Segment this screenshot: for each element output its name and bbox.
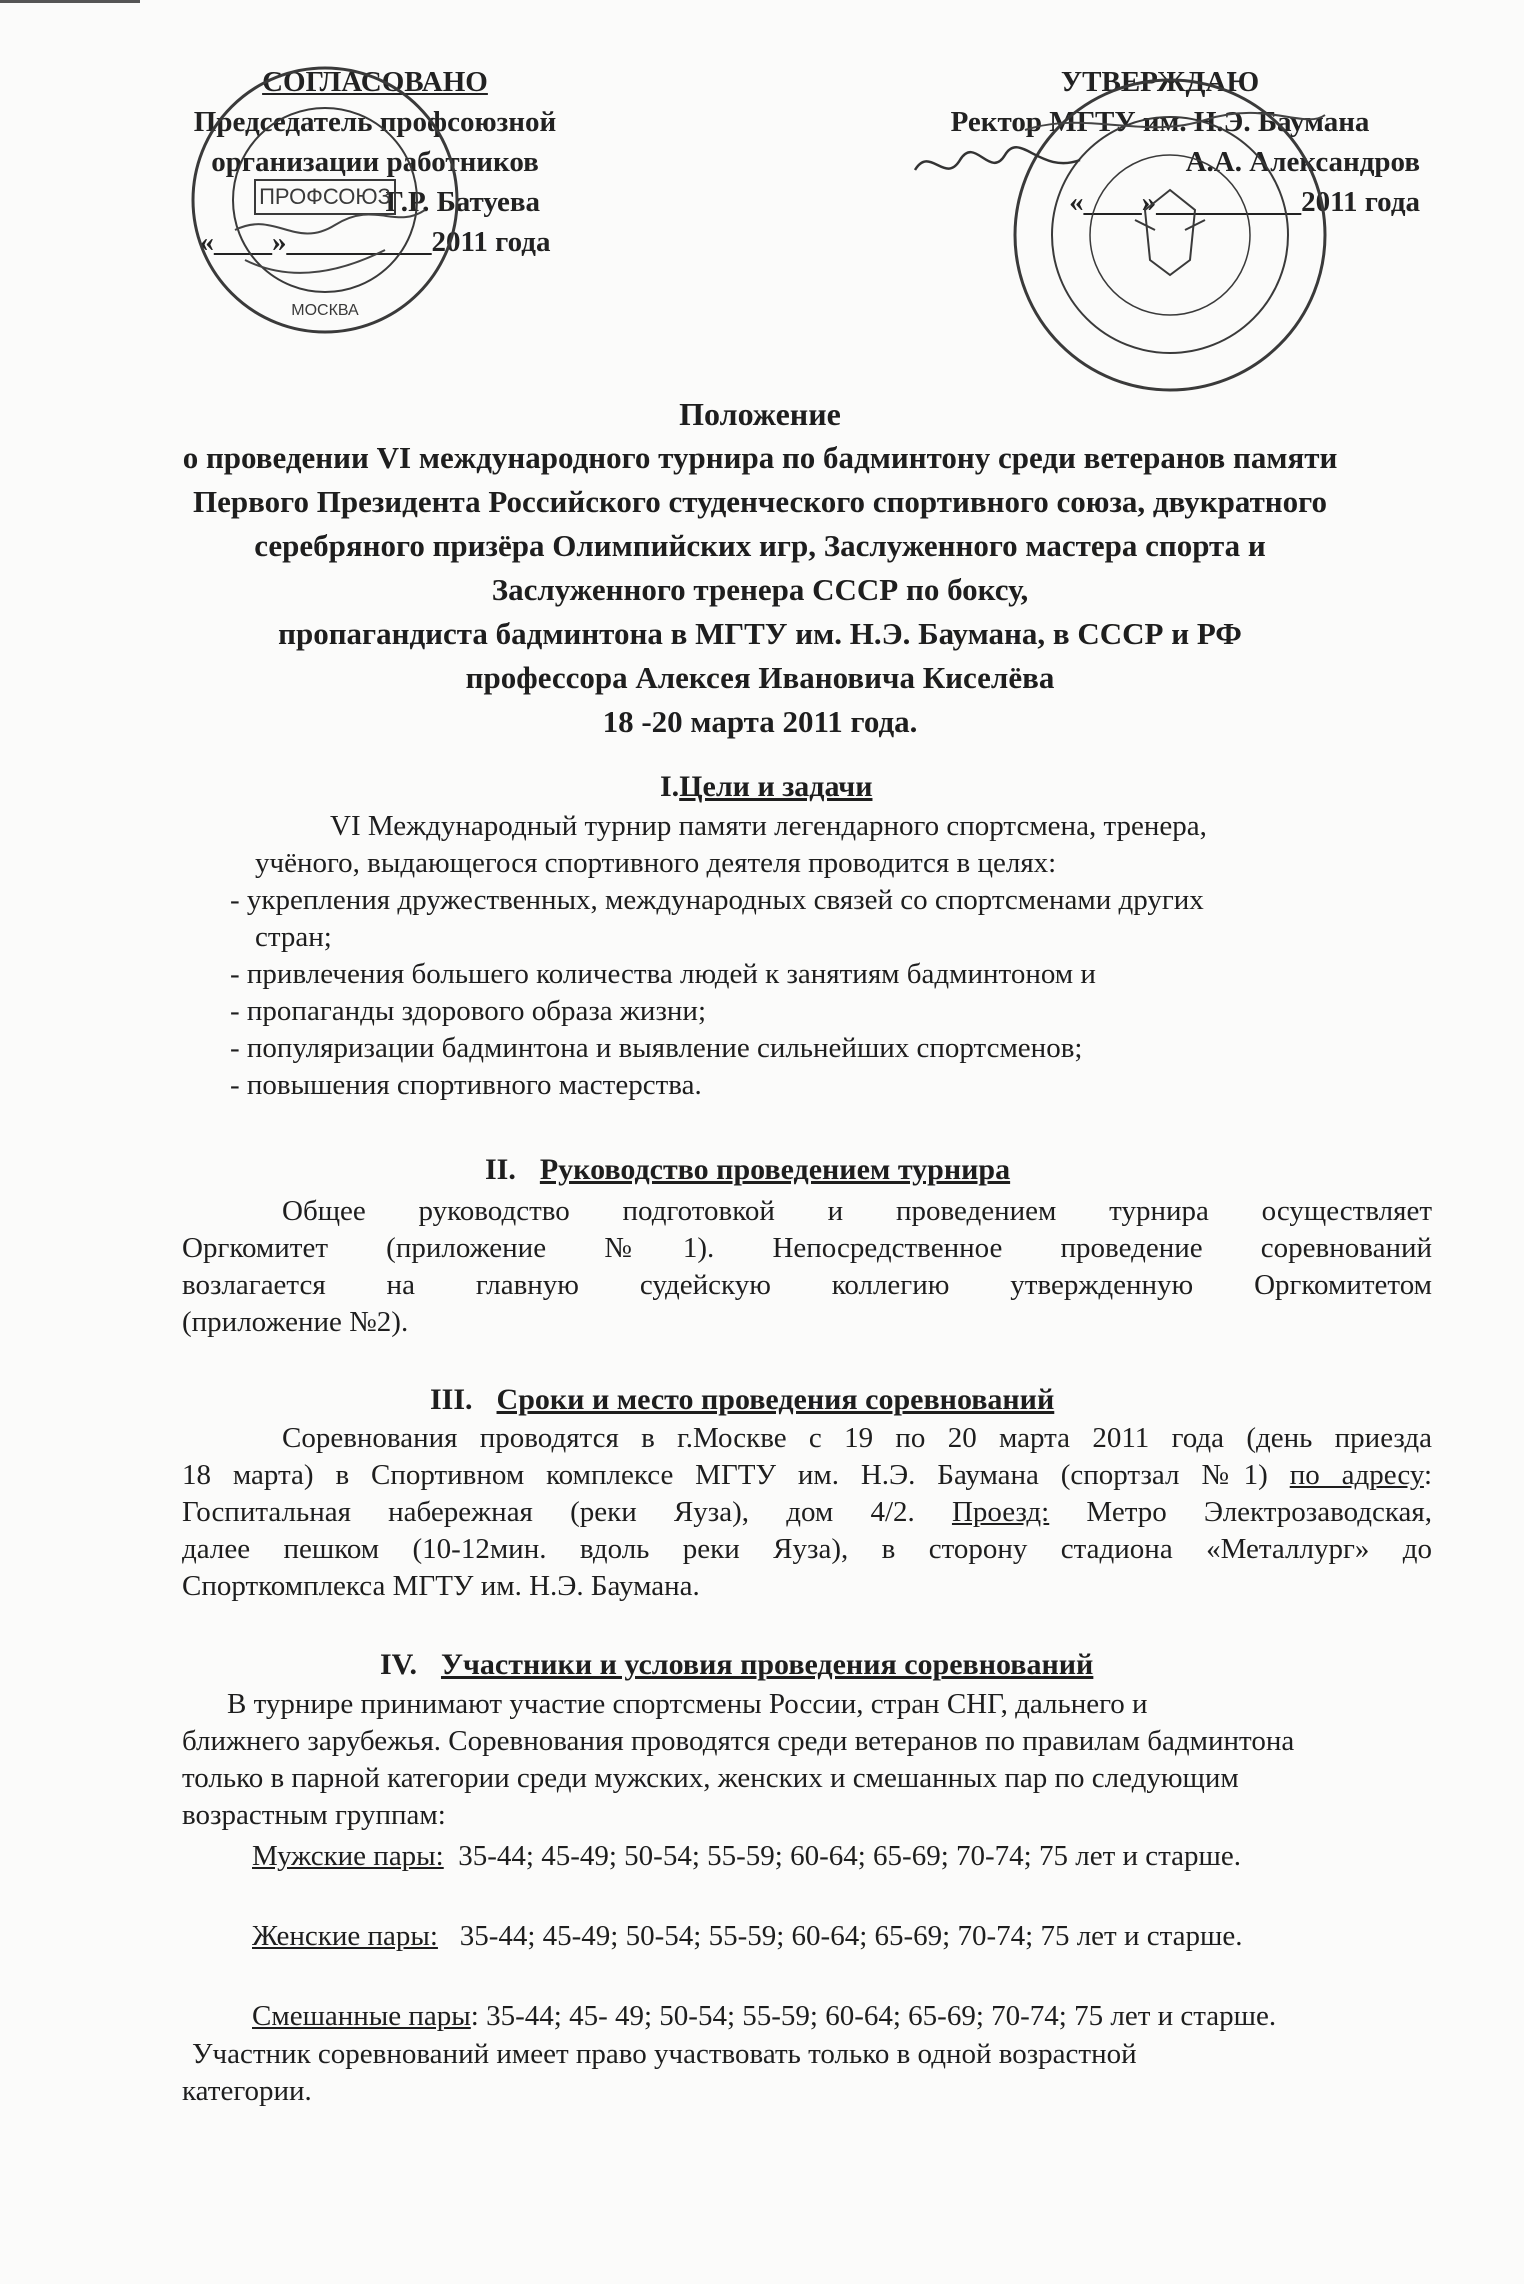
approval-left-title: СОГЛАСОВАНО bbox=[262, 66, 488, 98]
list-item: - привлечения большего количества людей к занятиям бадминтоном и bbox=[230, 958, 1096, 990]
men-pairs-row bbox=[252, 1838, 1502, 1875]
section-4-line-3: только в парной категории среди мужских, женских и смешанных пар по следующим bbox=[182, 1762, 1239, 1794]
list-item: - повышения спортивного мастерства. bbox=[230, 1069, 702, 1101]
section-4-line-1: В турнире принимают участие спортсмены России, стран СНГ, дальнего и bbox=[227, 1688, 1148, 1720]
svg-text:ПРОФСОЮЗ: ПРОФСОЮЗ bbox=[259, 184, 391, 209]
title-line-7: профессора Алексея Ивановича Киселёва bbox=[465, 660, 1055, 695]
section-1-number: I. bbox=[660, 770, 680, 803]
section-3-line-4: далее пешком (10-12мин. вдоль реки Яуза), в сторону стадиона «Металлург» до bbox=[182, 1533, 1432, 1565]
rector-signature bbox=[910, 140, 1090, 190]
approval-left-line2: организации работников bbox=[211, 146, 539, 178]
section-2-heading bbox=[485, 1153, 1010, 1187]
women-pairs-row bbox=[252, 1918, 1502, 1955]
section-4-heading bbox=[380, 1648, 1093, 1682]
approval-right-name: А.А. Александров bbox=[1185, 146, 1420, 178]
section-4-line-2: ближнего зарубежья. Соревнования проводятся среди ветеранов по правилам бадминтона bbox=[182, 1725, 1295, 1757]
title-line-5: Заслуженного тренера СССР по боксу, bbox=[491, 572, 1029, 607]
section-3-line-2a: 18 марта) в Спортивном комплексе МГТУ им. Н.Э. Баумана (спортзал №1) bbox=[182, 1459, 1290, 1491]
approval-right-title: УТВЕРЖДАЮ bbox=[1060, 66, 1260, 98]
scan-edge-mark bbox=[0, 0, 140, 23]
section-1-para-line-1: VI Международный турнир памяти легендарного спортсмена, тренера, bbox=[330, 810, 1207, 842]
section-3-line-3a: Госпитальная набережная (реки Яуза), дом 4/2. bbox=[182, 1496, 952, 1528]
section-2-line-4: (приложение №2). bbox=[182, 1306, 409, 1338]
women-pairs-label: Женские пары: bbox=[252, 1920, 438, 1952]
list-item: - популяризации бадминтона и выявление сильнейших спортсменов; bbox=[230, 1032, 1083, 1064]
section-2-line-1: Общее руководство подготовкой и проведением турнира осуществляет bbox=[282, 1195, 1432, 1227]
approval-left-name: Г.Р. Батуева bbox=[385, 186, 540, 218]
section-4-final bbox=[182, 2036, 1432, 2110]
section-3-line-3c: Метро Электрозаводская, bbox=[1049, 1496, 1432, 1528]
women-pairs-ages: 35-44; 45-49; 50-54; 55-59; 60-64; 65-69; 70-74; 75 лет и старше. bbox=[437, 1920, 1243, 1952]
section-1-para-line-2: учёного, выдающегося спортивного деятеля проводится в целях: bbox=[255, 847, 1057, 879]
list-item: стран; bbox=[255, 921, 332, 953]
section-2-number: II. bbox=[485, 1153, 516, 1186]
approval-right-line1: Ректор МГТУ им. Н.Э. Баумана bbox=[950, 106, 1370, 138]
mixed-pairs-ages: : 35-44; 45- 49; 50-54; 55-59; 60-64; 65-69; 70-74; 75 лет и старше. bbox=[470, 2000, 1277, 2032]
section-3-line-3 bbox=[182, 1494, 1432, 1531]
section-3-body bbox=[182, 1420, 1432, 1605]
section-1-title: Цели и задачи bbox=[679, 770, 873, 803]
svg-text:МОСКВА: МОСКВА bbox=[291, 302, 359, 319]
section-4-number: IV. bbox=[380, 1648, 417, 1681]
section-3-line-2c: : bbox=[1423, 1459, 1433, 1491]
list-item: - укрепления дружественных, международных связей со спортсменами других bbox=[230, 884, 1204, 916]
approval-left-line1: Председатель профсоюзной bbox=[193, 106, 557, 138]
section-2-line-3: возлагается на главную судейскую коллегию утвержденную Оргкомитетом bbox=[182, 1269, 1432, 1301]
men-pairs-label: Мужские пары: bbox=[252, 1840, 444, 1872]
route-label: Проезд: bbox=[951, 1496, 1050, 1528]
section-2-body bbox=[182, 1193, 1432, 1341]
section-3-number: III. bbox=[430, 1383, 473, 1416]
list-item: - пропаганды здорового образа жизни; bbox=[230, 995, 707, 1027]
document-title bbox=[100, 392, 1420, 744]
title-line-4: серебряного призёра Олимпийских игр, Заслуженного мастера спорта и bbox=[254, 528, 1266, 563]
title-line-2: о проведении VI международного турнира по бадминтону среди ветеранов памяти bbox=[182, 440, 1338, 475]
title-line-1: Положение bbox=[679, 396, 841, 432]
approval-left-date: «____»__________2011 года bbox=[199, 226, 551, 258]
section-4-line-4: возрастным группам: bbox=[182, 1799, 446, 1831]
section-3-heading bbox=[430, 1383, 1054, 1417]
men-pairs-ages: 35-44; 45-49; 50-54; 55-59; 60-64; 65-69; 70-74; 75 лет и старше. bbox=[443, 1840, 1241, 1872]
section-4-final-line-2: категории. bbox=[182, 2075, 312, 2107]
address-label: по адресу bbox=[1289, 1459, 1424, 1491]
title-line-6: пропагандиста бадминтона в МГТУ им. Н.Э. Баумана, в СССР и РФ bbox=[278, 616, 1242, 651]
university-stamp-seal bbox=[1005, 70, 1335, 400]
section-4-body bbox=[182, 1686, 1432, 1834]
union-stamp-seal bbox=[185, 60, 465, 340]
mixed-pairs-label: Смешанные пары bbox=[252, 2000, 471, 2032]
section-3-line-1: Соревнования проводятся в г.Москве с 19 по 20 марта 2011 года (день приезда bbox=[282, 1422, 1432, 1454]
approval-right-date: «____»__________2011 года bbox=[1069, 186, 1420, 218]
section-3-line-2 bbox=[182, 1457, 1432, 1494]
section-2-line-2: Оргкомитет (приложение №1). Непосредственное проведение соревнований bbox=[182, 1232, 1432, 1264]
section-1-body bbox=[230, 808, 1430, 1104]
section-3-line-5: Спорткомплекса МГТУ им. Н.Э. Баумана. bbox=[182, 1570, 700, 1602]
title-line-3: Первого Президента Российского студенческого спортивного союза, двукратного bbox=[193, 484, 1327, 519]
section-4-title: Участники и условия проведения соревнований bbox=[440, 1648, 1094, 1681]
section-2-title: Руководство проведением турнира bbox=[539, 1153, 1011, 1186]
section-1-heading bbox=[660, 770, 872, 804]
title-line-8: 18 -20 марта 2011 года. bbox=[602, 704, 918, 739]
section-4-final-line-1: Участник соревнований имеет право участвовать только в одной возрастной bbox=[192, 2038, 1137, 2070]
mixed-pairs-row bbox=[252, 1998, 1502, 2035]
section-3-title: Сроки и место проведения соревнований bbox=[496, 1383, 1055, 1416]
